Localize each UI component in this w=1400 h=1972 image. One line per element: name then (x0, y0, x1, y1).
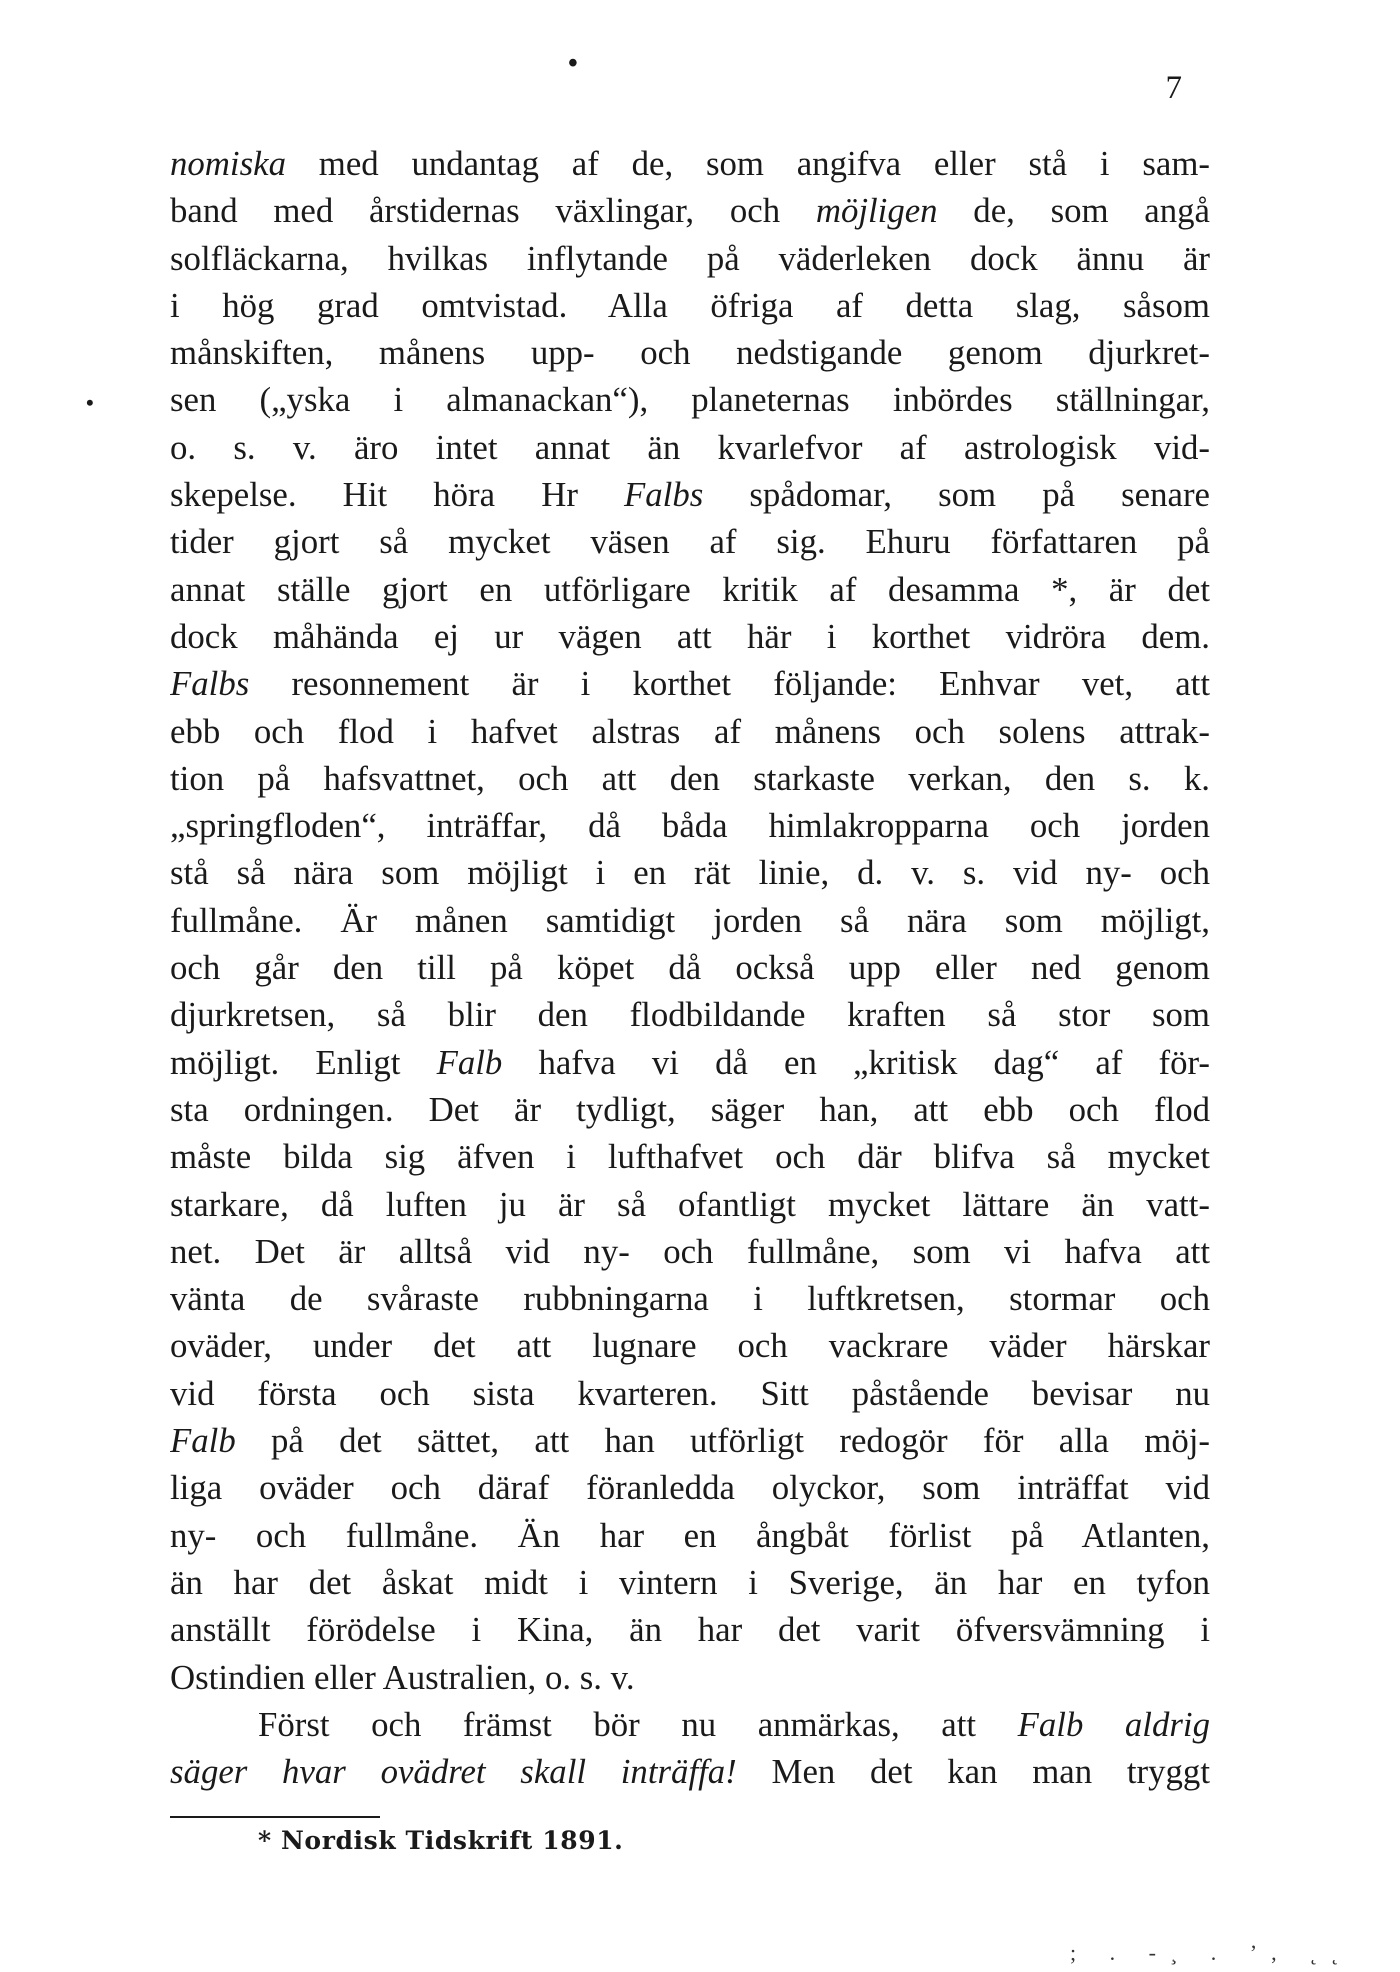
text-segment: fullmåne. Är månen samtidigt jorden så nära som möjligt, (170, 900, 1210, 940)
text-segment: spådomar, som på senare (703, 475, 1210, 515)
italic-text: Falb (170, 1421, 236, 1461)
text-line (170, 897, 1210, 944)
text-line (170, 140, 1210, 187)
text-line (170, 1559, 1210, 1606)
text-segment: de, som angå (937, 191, 1210, 231)
text-segment: oväder, under det att lugnare och vackrare väder härskar (170, 1326, 1210, 1366)
text-segment: band med årstidernas växlingar, och (170, 191, 816, 231)
body-text (170, 140, 1210, 1795)
text-segment: solfläckarna, hvilkas inflytande på väderleken dock ännu är (170, 238, 1210, 278)
margin-speck: • (86, 390, 94, 415)
text-segment: dock måhända ej ur vägen att här i korthet vidröra dem. (170, 616, 1210, 656)
text-segment: hafva vi då en „kritisk dag“ af för- (502, 1042, 1210, 1082)
text-segment: liga oväder och däraf föranledda olyckor, som inträffat vid (170, 1468, 1210, 1508)
print-speck: • (568, 48, 578, 79)
text-segment: med undantag af de, som angifva eller stå i sam- (285, 144, 1210, 183)
text-line (170, 1039, 1210, 1086)
text-line (170, 1275, 1210, 1322)
text-line (170, 849, 1210, 896)
text-segment: stå så nära som möjligt i en rät linie, d. v. s. vid ny- och (170, 853, 1210, 893)
text-segment: på det sättet, att han utförligt redogör för alla möj- (235, 1421, 1210, 1461)
text-line (170, 991, 1210, 1038)
text-segment: vänta de svåraste rubbningarna i luftkretsen, stormar och (170, 1279, 1210, 1319)
text-line (170, 282, 1210, 329)
text-segment: ebb och flod i hafvet alstras af månens och solens attrak- (170, 711, 1210, 751)
text-line (170, 613, 1210, 660)
text-segment: sta ordningen. Det är tydligt, säger han, att ebb och flod (170, 1089, 1210, 1129)
text-segment: tion på hafsvattnet, och att den starkaste verkan, den s. k. (170, 758, 1210, 798)
text-line (170, 187, 1210, 234)
italic-text: säger hvar ovädret skall inträffa! (170, 1752, 737, 1792)
text-segment: vid första och sista kvarteren. Sitt påstående bevisar nu (170, 1373, 1210, 1413)
text-segment: o. s. v. äro intet annat än kvarlefvor af astrologisk vid- (170, 427, 1210, 467)
text-line (170, 1228, 1210, 1275)
text-line (170, 235, 1210, 282)
text-line (170, 1086, 1210, 1133)
italic-text: nomiska (170, 144, 286, 183)
italic-text: Falb aldrig (1017, 1704, 1210, 1744)
text-segment: i hög grad omtvistad. Alla öfriga af detta slag, såsom (170, 285, 1210, 325)
text-segment: „springfloden“, inträffar, då båda himlakropparna och jorden (170, 806, 1210, 846)
text-line (170, 566, 1210, 613)
text-segment: månskiften, månens upp- och nedstigande genom djurkret- (170, 333, 1210, 373)
text-line (170, 1654, 1210, 1701)
text-line (170, 1133, 1210, 1180)
footnote-rule (170, 1816, 380, 1818)
text-segment: Men det kan man tryggt (736, 1752, 1210, 1792)
text-line (170, 1606, 1210, 1653)
text-line (170, 1181, 1210, 1228)
text-segment: djurkretsen, så blir den flodbildande kraften så stor som (170, 995, 1210, 1035)
italic-text: Falbs (170, 664, 250, 704)
text-line (170, 660, 1210, 707)
text-line (170, 1322, 1210, 1369)
text-segment: ny- och fullmåne. Än har en ångbåt förlist på Atlanten, (170, 1515, 1210, 1555)
italic-text: möjligen (815, 191, 938, 231)
text-segment: skepelse. Hit höra Hr (170, 475, 625, 515)
text-segment: resonnement är i korthet följande: Enhvar vet, att (249, 664, 1210, 704)
text-line (170, 1748, 1210, 1795)
text-line (170, 1512, 1210, 1559)
italic-text: Falb (436, 1042, 503, 1082)
footnote: * Nordisk Tidskrift 1891. (258, 1826, 624, 1855)
text-segment: Först och främst bör nu anmärkas, att (258, 1704, 1018, 1744)
text-segment: anställt förödelse i Kina, än har det varit öfversvämning i (170, 1610, 1210, 1650)
bottom-specks: ; . -¸ . ’, ˛˛ (1070, 1940, 1353, 1965)
text-segment: tider gjort så mycket väsen af sig. Ehuru författaren på (170, 522, 1210, 562)
text-segment: starkare, då luften ju är så ofantligt mycket lättare än vatt- (170, 1184, 1210, 1224)
text-segment: måste bilda sig äfven i lufthafvet och där blifva så mycket (170, 1137, 1210, 1177)
text-segment: och går den till på köpet då också upp eller ned genom (170, 948, 1210, 988)
text-line (170, 376, 1210, 423)
text-segment: än har det åskat midt i vintern i Sverige, än har en tyfon (170, 1562, 1210, 1602)
text-line (170, 708, 1210, 755)
text-line (170, 1701, 1210, 1748)
page-number: 7 (1165, 70, 1182, 106)
text-segment: sen („yska i almanackan“), planeternas inbördes ställningar, (170, 380, 1210, 420)
italic-text: Falbs (624, 475, 704, 515)
text-line (170, 755, 1210, 802)
text-line (170, 944, 1210, 991)
text-segment: Ostindien eller Australien, o. s. v. (170, 1657, 635, 1697)
text-line (170, 1464, 1210, 1511)
text-segment: net. Det är alltså vid ny- och fullmåne, som vi hafva att (170, 1231, 1210, 1271)
text-line (170, 1370, 1210, 1417)
text-line (170, 802, 1210, 849)
text-segment: möjligt. Enligt (170, 1042, 437, 1082)
text-line (170, 424, 1210, 471)
text-line (170, 1417, 1210, 1464)
text-line (170, 518, 1210, 565)
text-segment: annat ställe gjort en utförligare kritik af desamma *, är det (170, 569, 1210, 609)
text-line (170, 329, 1210, 376)
text-line (170, 471, 1210, 518)
